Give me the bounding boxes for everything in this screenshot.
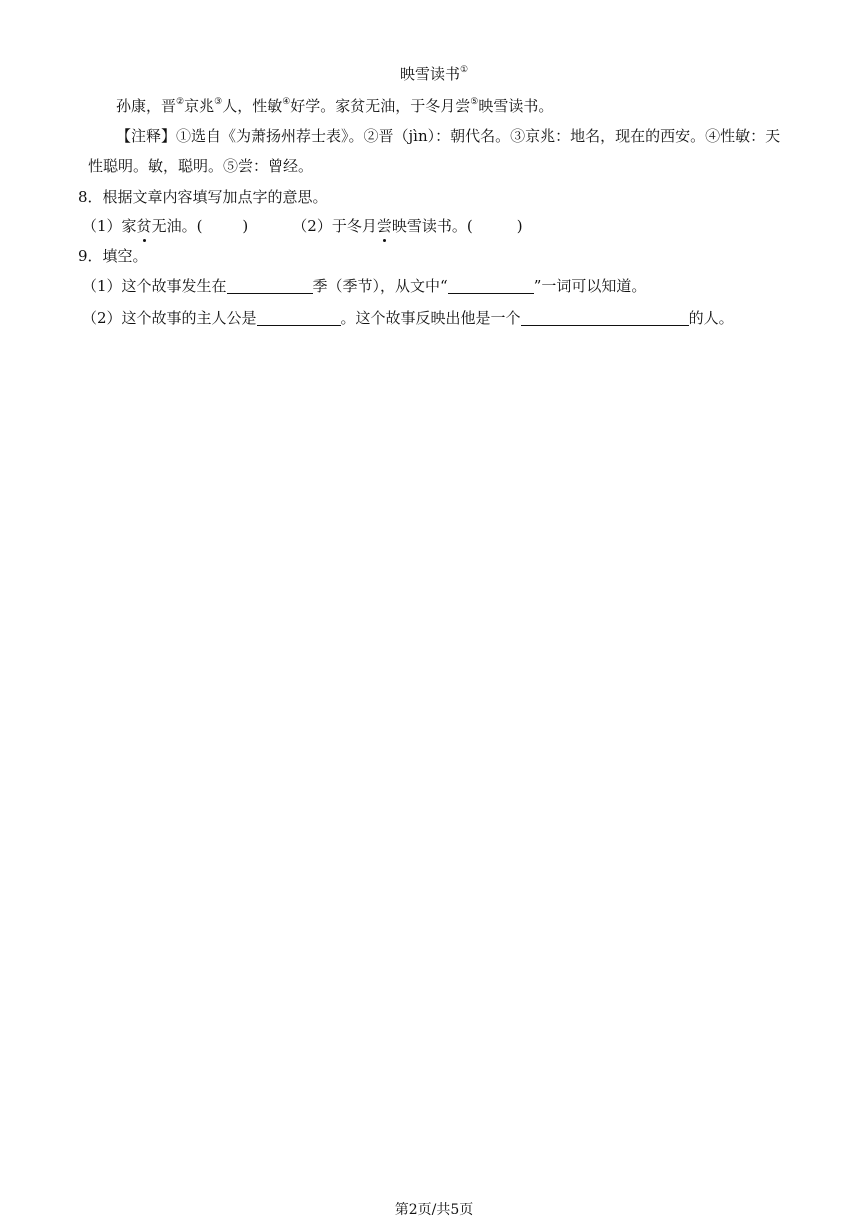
- q8-item1-text: 无油。(: [151, 217, 203, 235]
- q9-protagonist-blank[interactable]: [257, 309, 341, 326]
- q8-item2-text: 映雪读书。(: [391, 217, 473, 235]
- q8-item2-text: （2）于冬月: [292, 217, 377, 235]
- page-footer: 第2页/共5页: [394, 1202, 474, 1218]
- q9-item2-text: （2）这个故事的主人公是: [82, 309, 257, 327]
- passage-text: 好学。家贫无油，于冬月尝: [290, 97, 471, 115]
- annotation-line-2: 性聪明。敏，聪明。⑤尝：曾经。: [88, 157, 314, 175]
- title-text: 映雪读书: [399, 65, 460, 83]
- question-8-stem: 8．根据文章内容填写加点字的意思。: [78, 188, 328, 206]
- question-9-item-2: [82, 308, 734, 328]
- q9-item1-text: 季（季节），从文中“: [312, 277, 448, 295]
- passage-text: 映雪读书。: [478, 97, 554, 115]
- annotation-line-1: 【注释】①选自《为萧扬州荐士表》。②晋（jìn）：朝代名。③京兆：地名，现在的西安。④性敏：天: [116, 127, 781, 145]
- question-9-item-1: [82, 276, 646, 296]
- passage-text: 人，性敏: [222, 97, 283, 115]
- title-note-mark: ①: [459, 65, 469, 75]
- q9-item1-text: ”一词可以知道。: [533, 277, 647, 295]
- q9-item2-text: 的人。: [688, 309, 734, 327]
- q8-item1-close-paren: ): [242, 217, 249, 235]
- question-8-items: [82, 216, 523, 236]
- question-9-stem: 9．填空。: [78, 247, 148, 265]
- passage-title: [0, 64, 868, 84]
- note-mark: ⑤: [470, 97, 479, 107]
- q8-item1-dotted-char: 贫: [136, 217, 152, 235]
- q9-item2-text: 。这个故事反映出他是一个: [340, 309, 521, 327]
- note-mark: ③: [214, 97, 223, 107]
- passage-text: 孙康，晋: [116, 97, 177, 115]
- q8-item2-close-paren: ): [516, 217, 523, 235]
- q9-trait-blank[interactable]: [521, 309, 689, 326]
- q9-season-blank[interactable]: [227, 277, 313, 294]
- q9-word-blank[interactable]: [448, 277, 534, 294]
- q8-item1-text: （1）家: [82, 217, 137, 235]
- passage-body: [116, 96, 553, 116]
- q8-item2-dotted-char: 尝: [376, 217, 392, 235]
- note-mark: ④: [282, 97, 291, 107]
- note-mark: ②: [176, 97, 185, 107]
- q9-item1-text: （1）这个故事发生在: [82, 277, 227, 295]
- passage-text: 京兆: [184, 97, 215, 115]
